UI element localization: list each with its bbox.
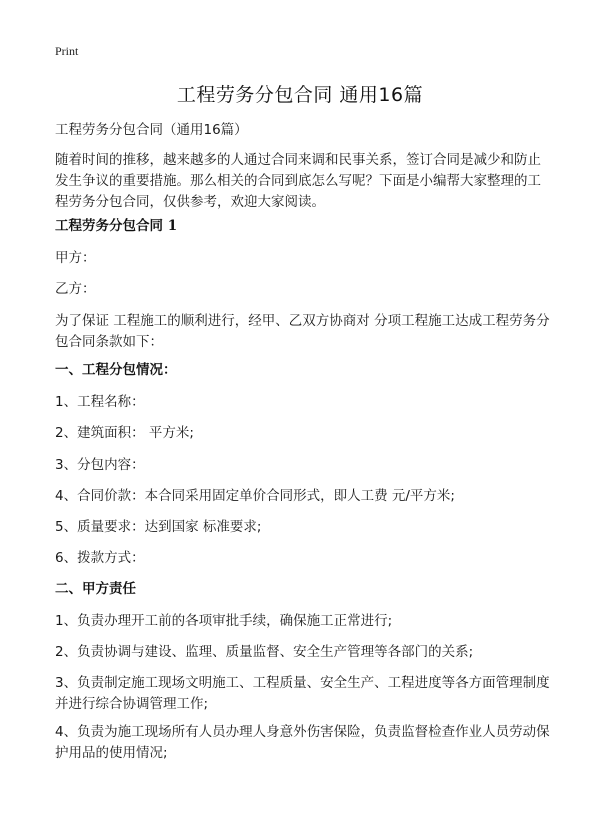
party-b-line: 乙方： bbox=[55, 281, 96, 297]
contract-heading: 工程劳务分包合同 1 bbox=[55, 218, 178, 234]
intro-paragraph: 随着时间的推移，越来越多的人通过合同来调和民事关系，签订合同是减少和防止发生争议的重要措施。那么相关的合同到底怎么写呢？下面是小编帮大家整理的工程劳务分包合同，仅供参考，欢迎大家阅读。 bbox=[55, 152, 541, 210]
section-1-item: 3、分包内容： bbox=[55, 457, 145, 473]
print-label[interactable]: Print bbox=[55, 44, 79, 58]
section-2-item: 4、负责为施工现场所有人员办理人身意外伤害保险，负责监督检查作业人员劳动保护用品的使用情况; bbox=[55, 724, 550, 761]
section-1-item: 1、工程名称： bbox=[55, 394, 145, 410]
section-2-item: 1、负责办理开工前的各项审批手续，确保施工正常进行; bbox=[55, 613, 393, 629]
section-2-item: 3、负责制定施工现场文明施工、工程质量、安全生产、工程进度等各方面管理制度并进行综合协调管理工作; bbox=[55, 675, 550, 712]
party-a-line: 甲方： bbox=[55, 250, 96, 266]
section-1-heading: 一、工程分包情况： bbox=[55, 362, 177, 378]
document-title: 工程劳务分包合同 通用16篇 bbox=[176, 84, 424, 106]
section-2-heading: 二、甲方责任 bbox=[55, 581, 136, 597]
section-1-item: 4、合同价款：本合同采用固定单价合同形式，即人工费 元/平方米; bbox=[55, 488, 455, 504]
preamble-paragraph: 为了保证 工程施工的顺利进行，经甲、乙双方协商对 分项工程施工达成工程劳务分包合同条款如下： bbox=[55, 313, 550, 350]
section-1-item: 2、建筑面积： 平方米; bbox=[55, 425, 194, 441]
section-1-item: 6、拨款方式： bbox=[55, 550, 145, 566]
section-2-item: 2、负责协调与建设、监理、质量监督、安全生产管理等各部门的关系; bbox=[55, 644, 474, 660]
section-1-item: 5、质量要求：达到国家 标准要求; bbox=[55, 519, 262, 535]
document-subtitle: 工程劳务分包合同（通用16篇） bbox=[55, 122, 248, 138]
